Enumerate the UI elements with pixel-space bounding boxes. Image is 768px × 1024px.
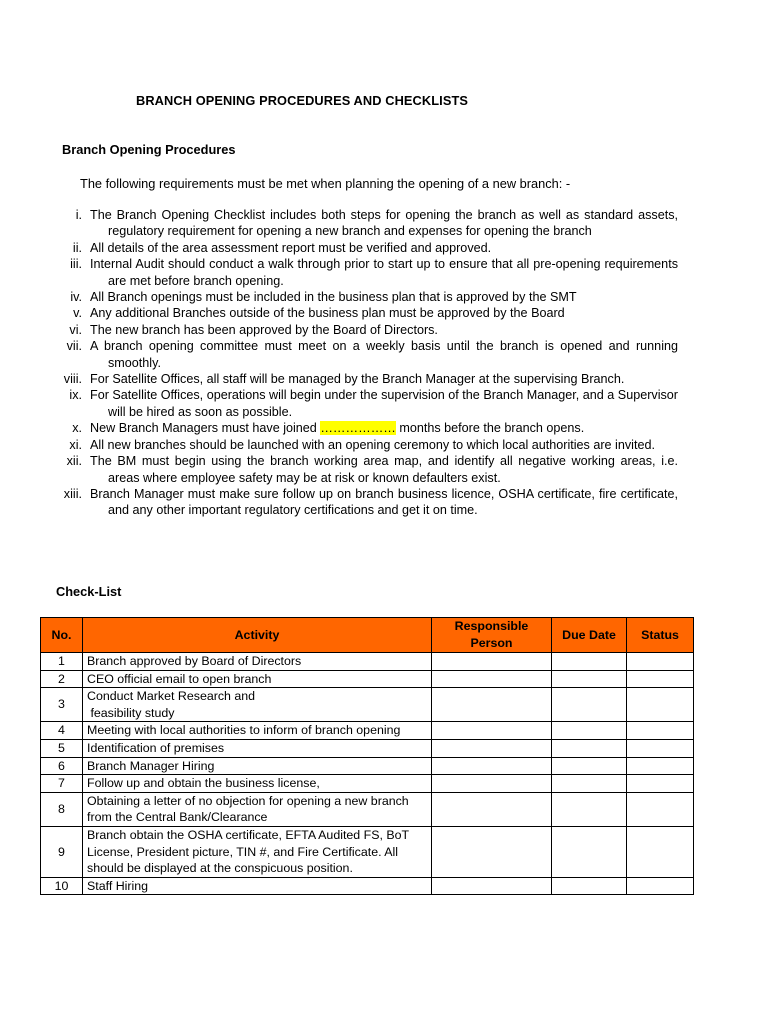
row-responsible (432, 739, 552, 757)
row-activity: Meeting with local authorities to inform of branch opening (83, 722, 432, 740)
column-header-responsible: Responsible Person (432, 618, 552, 653)
document-title: BRANCH OPENING PROCEDURES AND CHECKLISTS (136, 93, 469, 108)
requirement-text: The BM must begin using the branch working area map, and identify all negative working areas, i.e. areas where employee safety may be at risk or known defaulters exist. (90, 454, 678, 485)
blank-highlight: ……………… (320, 421, 396, 436)
requirement-number: xi. (69, 437, 82, 452)
requirement-number: ii. (72, 240, 82, 255)
requirement-item (0, 240, 678, 256)
row-number: 6 (41, 757, 83, 775)
requirement-item (0, 371, 678, 387)
requirement-number: x. (72, 421, 82, 436)
requirement-text: months before the branch opens. (395, 421, 585, 436)
requirement-number: xiii. (63, 486, 82, 501)
row-due-date (552, 653, 627, 671)
table-header-row (41, 618, 694, 653)
requirement-text: New Branch Managers must have joined (90, 421, 321, 436)
row-responsible (432, 826, 552, 877)
table-row (41, 792, 694, 826)
row-status (627, 792, 694, 826)
row-due-date (552, 792, 627, 826)
requirement-text: All new branches should be launched with an opening ceremony to which local authorities are invited. (90, 437, 655, 452)
row-responsible (432, 688, 552, 722)
table-row (41, 757, 694, 775)
row-status (627, 670, 694, 688)
row-activity: Branch Manager Hiring (83, 757, 432, 775)
column-header-due-date: Due Date (552, 618, 627, 653)
row-status (627, 757, 694, 775)
table-row (41, 688, 694, 722)
requirement-item (0, 387, 678, 420)
row-status (627, 739, 694, 757)
row-due-date (552, 877, 627, 895)
requirement-item (0, 256, 678, 289)
checklist-heading: Check-List (56, 584, 122, 599)
requirement-item (0, 305, 678, 321)
row-status (627, 653, 694, 671)
activity-line: feasibility study (87, 705, 175, 720)
activity-line: Conduct Market Research and (87, 689, 256, 704)
requirement-text: All Branch openings must be included in the business plan that is approved by the SMT (90, 290, 577, 305)
table-row (41, 722, 694, 740)
requirement-text: For Satellite Offices, all staff will be managed by the Branch Manager at the supervising Branch. (90, 372, 625, 387)
row-activity: Branch approved by Board of Directors (83, 653, 432, 671)
row-activity: Identification of premises (83, 739, 432, 757)
requirement-text: Internal Audit should conduct a walk through prior to start up to ensure that all pre-opening requirements are met before branch opening. (90, 257, 678, 288)
checklist-table (40, 617, 694, 895)
requirement-text: The new branch has been approved by the Board of Directors. (90, 322, 438, 337)
row-status (627, 722, 694, 740)
requirement-number: vi. (69, 322, 82, 337)
requirement-text: For Satellite Offices, operations will begin under the supervision of the Branch Manager, and a Supervisor will be hired as soon as possible. (90, 388, 678, 419)
row-due-date (552, 775, 627, 793)
row-number: 7 (41, 775, 83, 793)
column-header-activity: Activity (83, 618, 432, 653)
row-due-date (552, 670, 627, 688)
row-number: 4 (41, 722, 83, 740)
row-responsible (432, 722, 552, 740)
row-due-date (552, 757, 627, 775)
requirement-number: i. (75, 208, 82, 222)
intro-paragraph: The following requirements must be met when planning the opening of a new branch: - (80, 176, 571, 191)
row-activity: CEO official email to open branch (83, 670, 432, 688)
row-number: 9 (41, 826, 83, 877)
requirements-list (0, 207, 678, 519)
requirement-number: viii. (63, 372, 82, 387)
row-number: 5 (41, 739, 83, 757)
table-row (41, 775, 694, 793)
requirement-number: iv. (70, 290, 82, 305)
row-responsible (432, 653, 552, 671)
column-header-status: Status (627, 618, 694, 653)
requirement-text: Any additional Branches outside of the business plan must be approved by the Board (90, 306, 565, 321)
row-number: 1 (41, 653, 83, 671)
row-status (627, 877, 694, 895)
requirement-item (0, 437, 678, 453)
row-activity: Staff Hiring (83, 877, 432, 895)
table-row (41, 826, 694, 877)
row-responsible (432, 877, 552, 895)
row-number: 8 (41, 792, 83, 826)
requirement-item (0, 420, 678, 436)
requirement-number: iii. (70, 257, 82, 272)
requirement-number: xii. (66, 454, 82, 469)
requirement-number: ix. (69, 388, 82, 403)
row-activity: Obtaining a letter of no objection for opening a new branch from the Central Bank/Clearance (83, 792, 432, 826)
row-responsible (432, 670, 552, 688)
row-due-date (552, 826, 627, 877)
requirement-item (0, 338, 678, 371)
requirement-item (0, 207, 678, 240)
row-number: 3 (41, 688, 83, 722)
row-status (627, 775, 694, 793)
table-row (41, 877, 694, 895)
row-status (627, 688, 694, 722)
requirement-item (0, 453, 678, 486)
row-activity: Follow up and obtain the business license, (83, 775, 432, 793)
row-activity: Branch obtain the OSHA certificate, EFTA Audited FS, BoT License, President picture, TIN #, and Fire Certificate. All should be displayed at the conspicuous position. (83, 826, 432, 877)
row-activity (83, 688, 432, 722)
requirement-item (0, 289, 678, 305)
row-number: 10 (41, 877, 83, 895)
row-due-date (552, 722, 627, 740)
section-heading: Branch Opening Procedures (62, 142, 236, 157)
row-due-date (552, 688, 627, 722)
requirement-number: vii. (66, 339, 82, 354)
requirement-item (0, 486, 678, 519)
requirement-number: v. (73, 306, 82, 321)
requirement-item (0, 322, 678, 338)
requirement-text: Branch Manager must make sure follow up on branch business licence, OSHA certificate, fire certificate, and any other important regulatory certifications and get it on time. (90, 486, 678, 518)
row-responsible (432, 757, 552, 775)
requirement-text: The Branch Opening Checklist includes both steps for opening the branch as well as standard assets, regulatory requirement for opening a new branch and expenses for opening the branch (90, 208, 678, 239)
table-row (41, 653, 694, 671)
row-number: 2 (41, 670, 83, 688)
requirement-text: A branch opening committee must meet on a weekly basis until the branch is opened and running smoothly. (90, 339, 678, 370)
row-due-date (552, 739, 627, 757)
table-row (41, 739, 694, 757)
row-status (627, 826, 694, 877)
row-responsible (432, 775, 552, 793)
column-header-no: No. (41, 618, 83, 653)
row-responsible (432, 792, 552, 826)
table-row (41, 670, 694, 688)
requirement-text: All details of the area assessment report must be verified and approved. (90, 240, 492, 255)
